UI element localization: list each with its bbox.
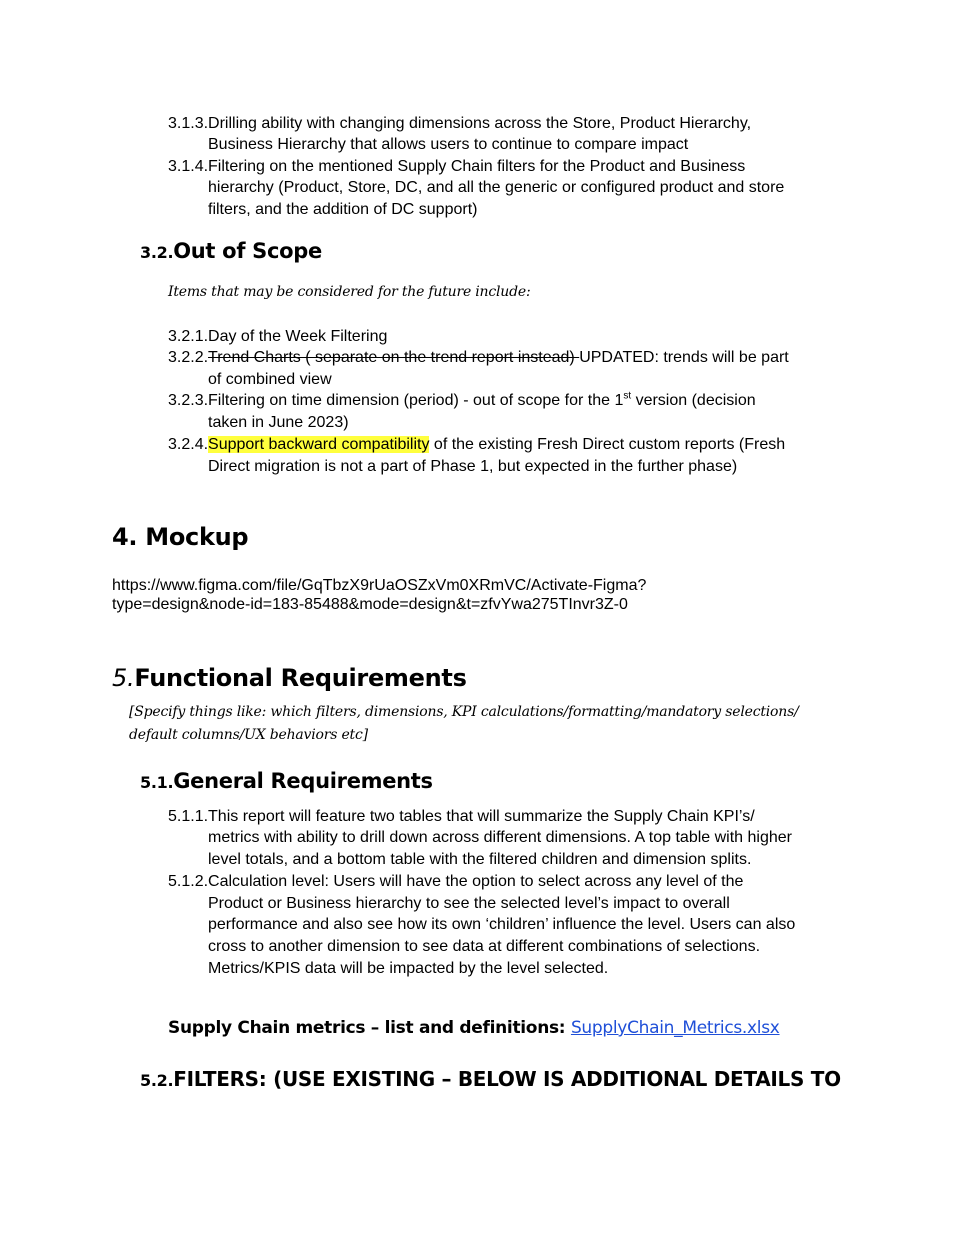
heading-title: Functional Requirements [134, 664, 467, 692]
item-number: 3.2.4. [168, 436, 209, 453]
item-number: 5.1.1. [168, 808, 209, 825]
section-heading-5-1 [140, 769, 433, 793]
heading-title: FILTERS: (USE EXISTING – BELOW IS ADDITIONAL DETAILS TO [173, 1067, 841, 1091]
item-text: of the existing Fresh Direct custom reports (Fresh [429, 436, 786, 453]
superscript: st [623, 390, 632, 402]
item-number: 3.2.1. [168, 328, 209, 345]
heading-number: 3.2. [140, 243, 174, 262]
heading-number: 5.1. [140, 773, 174, 792]
highlighted-text: Support backward compatibility [208, 436, 430, 453]
item-text: version (decision [631, 392, 756, 409]
figma-url-line2[interactable]: type=design&node-id=183-85488&mode=design&t=zfvYwa275TInvr3Z-0 [112, 596, 628, 613]
item-text: Filtering on time dimension (period) - out of scope for the 1 [208, 392, 624, 409]
list-item-3-2-1 [168, 326, 387, 348]
metrics-file-link[interactable]: SupplyChain_Metrics.xlsx [570, 1018, 780, 1038]
list-item-3-2-2 [168, 347, 789, 369]
item-text-continuation: performance and also see how its own ‘children’ influence the level. Users can also [208, 916, 796, 933]
heading-title: General Requirements [173, 769, 433, 793]
spec-note-line1: [Specify things like: which filters, dimensions, KPI calculations/formatting/mandatory selections/ [129, 704, 799, 720]
section-heading-5-2 [140, 1067, 841, 1091]
item-number: 3.2.2. [168, 349, 209, 366]
item-text: Filtering on the mentioned Supply Chain filters for the Product and Business [208, 158, 746, 175]
item-text-continuation: Business Hierarchy that allows users to continue to compare impact [208, 136, 689, 153]
struck-text: Trend Charts ( separate on the trend report instead) [208, 349, 580, 366]
spec-note-line2: default columns/UX behaviors etc] [129, 727, 368, 743]
item-text-continuation: Product or Business hierarchy to see the selected level’s impact to overall [208, 895, 730, 912]
list-item-3-1-3 [168, 113, 751, 135]
item-number: 3.1.3. [168, 115, 209, 132]
heading-title: Out of Scope [173, 239, 322, 263]
item-text-continuation: filters, and the addition of DC support) [208, 201, 478, 218]
list-item-3-2-3 [168, 390, 756, 412]
list-item-3-1-4 [168, 156, 745, 178]
item-text-continuation: Metrics/KPIS data will be impacted by the level selected. [208, 960, 609, 977]
section-heading-4: 4. Mockup [112, 523, 249, 551]
scope-intro: Items that may be considered for the future include: [168, 284, 531, 300]
metrics-reference [168, 1018, 780, 1038]
section-heading-3-2 [140, 239, 322, 263]
item-number: 3.1.4. [168, 158, 209, 175]
item-text-continuation: cross to another dimension to see data at different combinations of selections. [208, 938, 761, 955]
item-text-continuation: of combined view [208, 371, 332, 388]
item-text-continuation: hierarchy (Product, Store, DC, and all the generic or configured product and store [208, 179, 785, 196]
figma-url-line1[interactable]: https://www.figma.com/file/GqTbzX9rUaOSZxVm0XRmVC/Activate-Figma? [112, 577, 647, 594]
heading-number: 5. [112, 664, 135, 692]
list-item-5-1-2 [168, 871, 743, 893]
item-text: This report will feature two tables that will summarize the Supply Chain KPI’s/ [208, 808, 755, 825]
item-number: 5.1.2. [168, 873, 209, 890]
item-text-continuation: metrics with ability to drill down across different dimensions. A top table with higher [208, 829, 792, 846]
section-heading-5 [112, 664, 467, 692]
item-text-continuation: Direct migration is not a part of Phase 1, but expected in the further phase) [208, 458, 738, 475]
item-text: Day of the Week Filtering [208, 328, 388, 345]
list-item-5-1-1 [168, 806, 755, 828]
list-item-3-2-4 [168, 434, 785, 456]
item-text-continuation: taken in June 2023) [208, 414, 349, 431]
item-text: UPDATED: trends will be part [579, 349, 789, 366]
item-text: Calculation level: Users will have the option to select across any level of the [208, 873, 744, 890]
metrics-label: Supply Chain metrics – list and definitions: [168, 1018, 571, 1038]
item-text-continuation: level totals, and a bottom table with the filtered children and dimension splits. [208, 851, 752, 868]
item-text: Drilling ability with changing dimensions across the Store, Product Hierarchy, [208, 115, 752, 132]
heading-number: 5.2. [140, 1071, 174, 1090]
item-number: 3.2.3. [168, 392, 209, 409]
